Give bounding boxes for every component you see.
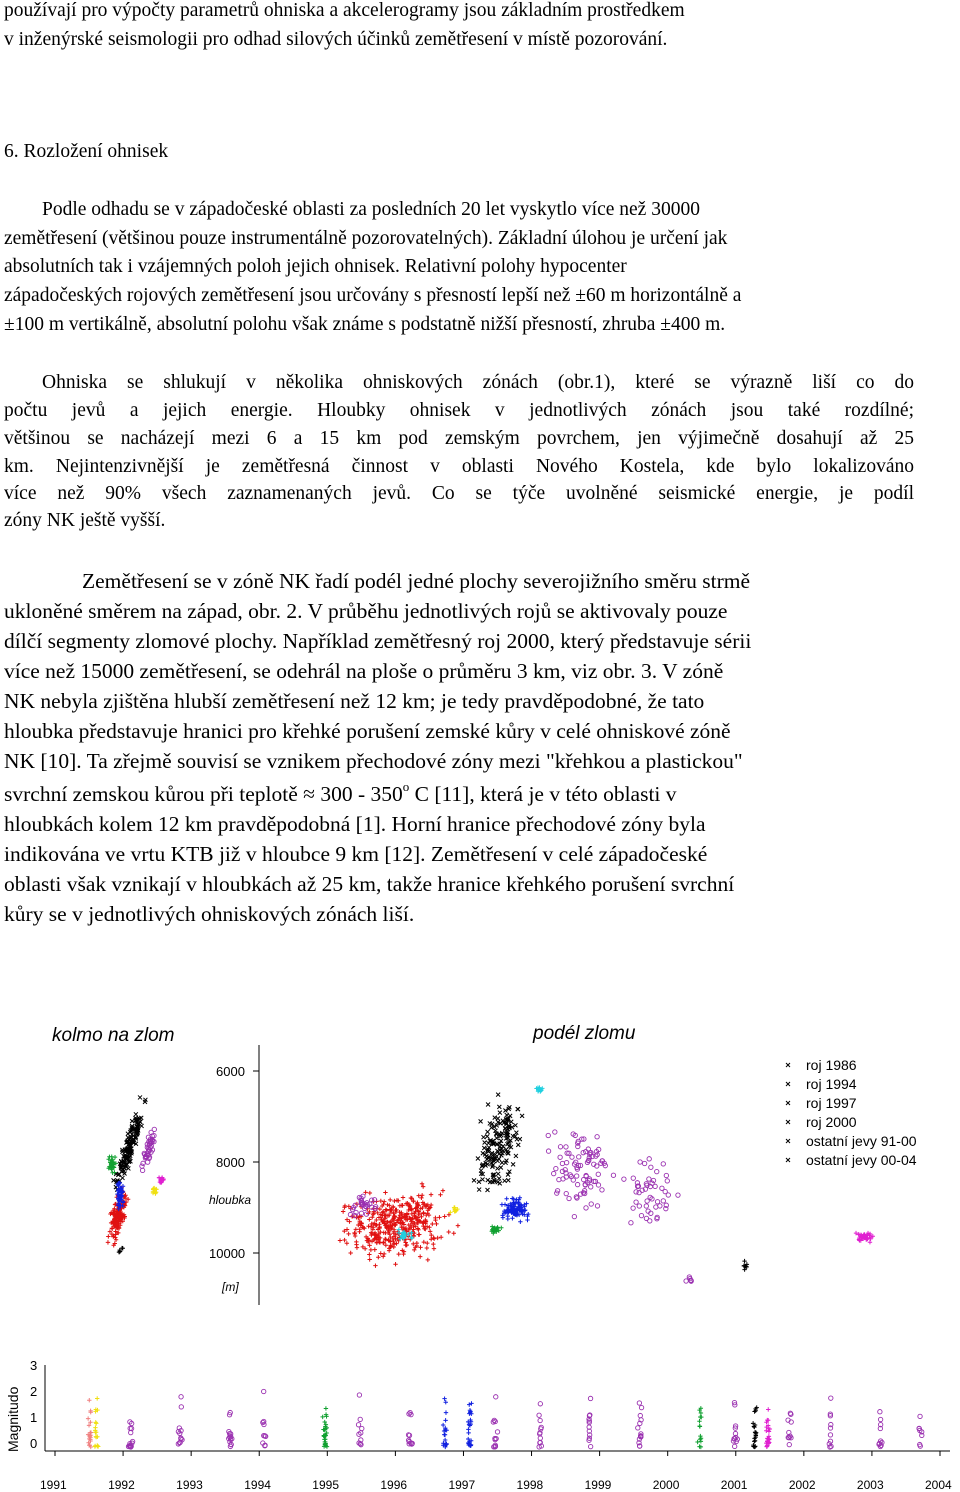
legend-label: roj 2000 bbox=[806, 1114, 857, 1130]
right-plot-title: podél zlomu bbox=[533, 1023, 636, 1044]
magnitude-tick-label: 0 bbox=[30, 1436, 38, 1451]
year-tick-label: 1999 bbox=[584, 1478, 612, 1492]
year-tick-label: 1991 bbox=[40, 1478, 67, 1492]
p3-line: NK [10]. Ta zřejmě souvisí se vznikem přechodové zóny mezi "křehkou a plastickou" bbox=[4, 749, 743, 773]
depth-tick-label: 6000 bbox=[216, 1064, 245, 1079]
magnitude-tick-label: 2 bbox=[30, 1384, 38, 1399]
p1-line: absolutních tak i vzájemných poloh jejich ohnisek. Relativní polohy hypocenter bbox=[4, 256, 627, 277]
p2-line: počtu jevů a jejich energie. Hloubky ohnisek v jednotlivých zónách jsou také rozdílné; bbox=[4, 400, 914, 421]
year-tick-label: 2002 bbox=[788, 1478, 816, 1492]
magnitude-points bbox=[86, 1389, 924, 1449]
legend-entry bbox=[786, 1152, 917, 1168]
legend-entry bbox=[786, 1114, 857, 1130]
p2-line: km. Nejintenzivnější je zemětřesná činnost v oblasti Nového Kostela, kde bylo lokalizováno bbox=[4, 456, 914, 477]
depth-axis bbox=[209, 1045, 259, 1305]
p3-line: kůry se v jednotlivých ohniskových zónách liší. bbox=[4, 902, 415, 926]
depth-tick-label: 10000 bbox=[209, 1246, 246, 1261]
year-tick-label: 2004 bbox=[925, 1478, 952, 1492]
year-tick-label: 1998 bbox=[516, 1478, 544, 1492]
intro-line-1: používají pro výpočty parametrů ohniska a akcelerogramy jsou základním prostředkem bbox=[4, 0, 685, 21]
p3-line: hloubka představuje hranici pro křehké porušení zemské kůry v celé ohniskové zóně bbox=[4, 719, 731, 743]
p2-line: Ohniska se shlukují v několika ohniskových zónách (obr.1), které se výrazně liší co do bbox=[42, 372, 914, 393]
p3-line: NK nebyla zjištěna hlubší zemětřesení než 12 km; je tedy pravděpodobné, že tato bbox=[4, 689, 705, 713]
year-tick-label: 2000 bbox=[652, 1478, 680, 1492]
p3-line: indikována ve vrtu KTB již v hloubce 9 km [12]. Zemětřesení v celé západočeské bbox=[4, 842, 708, 866]
p3-line: Zemětřesení se v zóně NK řadí podél jedné plochy severojižního směru strmě bbox=[82, 569, 751, 593]
p2-line: více než 90% všech zaznamenaných jevů. Co se týče uvolněné seismické energie, je podíl bbox=[4, 483, 914, 504]
year-tick-label: 1994 bbox=[244, 1478, 271, 1492]
p1-line: Podle odhadu se v západočeské oblasti za posledních 20 let vyskytlo více než 30000 bbox=[42, 199, 700, 220]
legend-entry bbox=[786, 1076, 857, 1092]
p1-line: ±100 m vertikálně, absolutní polohu však známe s podstatně nižší přesností, zhruba ±400 m. bbox=[4, 314, 726, 335]
legend-entry bbox=[786, 1057, 857, 1073]
p1-line: západočeských rojových zemětřesení jsou určovány s přesností lepší než ±60 m horizontálně a bbox=[4, 285, 742, 306]
year-tick-label: 1993 bbox=[176, 1478, 203, 1492]
p1-line: zemětřesení (většinou pouze instrumentálně pozorovatelných). Základní úlohou je určení jak bbox=[4, 228, 728, 249]
legend-entry bbox=[786, 1095, 857, 1111]
year-tick-label: 2001 bbox=[720, 1478, 748, 1492]
depth-tick-label: 8000 bbox=[216, 1155, 245, 1170]
p2-line: zóny NK ještě vyšší. bbox=[4, 510, 166, 531]
year-tick-label: 1996 bbox=[380, 1478, 408, 1492]
left-plot-title: kolmo na zlom bbox=[52, 1025, 175, 1046]
year-tick-label: 1992 bbox=[108, 1478, 135, 1492]
legend-label: roj 1986 bbox=[806, 1057, 857, 1073]
magnitude-plot bbox=[5, 1358, 952, 1492]
section-heading: 6. Rozložení ohnisek bbox=[4, 141, 169, 162]
depth-axis-label: hloubka bbox=[209, 1193, 252, 1207]
depth-unit-label: [m] bbox=[222, 1280, 239, 1294]
magnitude-axis-label: Magnitudo bbox=[5, 1386, 21, 1452]
p3-line: ukloněné směrem na západ, obr. 2. V průběhu jednotlivých rojů se aktivovaly pouze bbox=[4, 599, 728, 623]
magnitude-tick-label: 3 bbox=[30, 1358, 38, 1373]
p3-line: více než 15000 zemětřesení, se odehrál na ploše o průměru 3 km, viz obr. 3. V zóně bbox=[4, 659, 724, 683]
legend-label: roj 1997 bbox=[806, 1095, 857, 1111]
legend-label: ostatní jevy 91-00 bbox=[806, 1133, 917, 1149]
p2-line: většinou se nacházejí mezi 6 a 15 km pod zemským povrchem, jen výjimečně dosahují až 25 bbox=[4, 428, 914, 449]
legend-entry bbox=[786, 1133, 917, 1149]
intro-line-2: v inženýrské seismologii pro odhad silových účinků zemětřesení v místě pozorování. bbox=[4, 29, 668, 50]
legend-label: roj 1994 bbox=[806, 1076, 857, 1092]
year-tick-label: 2003 bbox=[856, 1478, 884, 1492]
year-tick-label: 1997 bbox=[448, 1478, 476, 1492]
hypocenter-figure bbox=[0, 1015, 960, 1492]
legend-label: ostatní jevy 00-04 bbox=[806, 1152, 917, 1168]
year-tick-label: 1995 bbox=[312, 1478, 340, 1492]
p3-line-temperature: svrchní zemskou kůrou při teplotě ≈ 300 - 350$^o$ C [11], která je v této oblasti v bbox=[4, 779, 677, 806]
p3-line: hloubkách kolem 12 km pravděpodobná [1]. Horní hranice přechodové zóny byla bbox=[4, 812, 706, 836]
p3-line: dílčí segmenty zlomové plochy. Například zemětřesný roj 2000, který představuje sérii bbox=[4, 629, 752, 653]
p3-line: oblasti však vznikají v hloubkách až 25 km, takže hranice křehkého porušení svrchní bbox=[4, 872, 735, 896]
legend bbox=[786, 1057, 917, 1168]
magnitude-tick-label: 1 bbox=[30, 1410, 38, 1425]
